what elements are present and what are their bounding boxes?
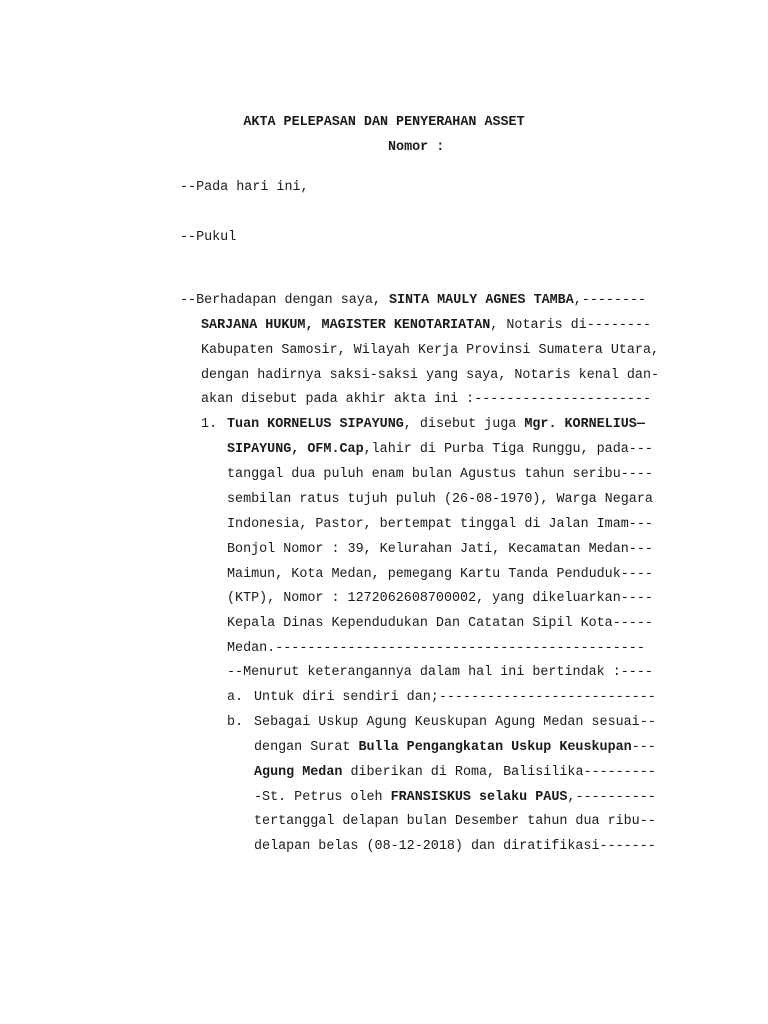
item-line: --Menurut keterangannya dalam hal ini bertindak :---- [227, 665, 653, 680]
item-line: Tuan KORNELUS SIPAYUNG, disebut juga Mgr. KORNELIUS— [227, 417, 645, 432]
berhadapan-line: Kabupaten Samosir, Wilayah Kerja Provinsi Sumatera Utara, [201, 343, 660, 358]
subitem-label: b. [227, 715, 244, 730]
berhadapan-line: dengan hadirnya saksi-saksi yang saya, Notaris kenal dan- [201, 368, 660, 383]
item-line: Kepala Dinas Kependudukan Dan Catatan Sipil Kota----- [227, 616, 653, 631]
subitem-line: Sebagai Uskup Agung Keuskupan Agung Medan sesuai-- [254, 715, 656, 730]
item-number: 1. [201, 417, 218, 432]
subitem-line: Agung Medan diberikan di Roma, Balisilika--------- [254, 765, 656, 780]
berhadapan-line: --Berhadapan dengan saya, SINTA MAULY AGNES TAMBA,-------- [180, 293, 647, 308]
item-line: sembilan ratus tujuh puluh (26-08-1970), Warga Negara [227, 492, 653, 507]
subitem-line: dengan Surat Bulla Pengangkatan Uskup Keuskupan--- [254, 740, 656, 755]
berhadapan-line: SARJANA HUKUM, MAGISTER KENOTARIATAN, Notaris di-------- [201, 318, 652, 333]
subitem-label: a. [227, 690, 244, 705]
subitem-line: tertanggal delapan bulan Desember tahun dua ribu-- [254, 814, 656, 829]
item-line: (KTP), Nomor : 1272062608700002, yang dikeluarkan---- [227, 591, 653, 606]
document-number: Nomor : [388, 140, 445, 155]
intro-hari: --Pada hari ini, [180, 180, 309, 195]
item-line: Medan.---------------------------------------------- [227, 641, 645, 656]
document-title: AKTA PELEPASAN DAN PENYERAHAN ASSET [243, 115, 525, 130]
item-line: Indonesia, Pastor, bertempat tinggal di Jalan Imam--- [227, 517, 653, 532]
subitem-line: delapan belas (08-12-2018) dan diratifikasi------- [254, 839, 656, 854]
intro-pukul: --Pukul [180, 230, 237, 245]
item-line: Bonjol Nomor : 39, Kelurahan Jati, Kecamatan Medan--- [227, 542, 653, 557]
berhadapan-line: akan disebut pada akhir akta ini :---------------------- [201, 392, 651, 407]
item-line: SIPAYUNG, OFM.Cap,lahir di Purba Tiga Runggu, pada--- [227, 442, 653, 457]
item-line: Maimun, Kota Medan, pemegang Kartu Tanda Penduduk---- [227, 567, 653, 582]
subitem-line: Untuk diri sendiri dan;--------------------------- [254, 690, 656, 705]
subitem-line: -St. Petrus oleh FRANSISKUS selaku PAUS,---------- [254, 790, 656, 805]
item-line: tanggal dua puluh enam bulan Agustus tahun seribu---- [227, 467, 653, 482]
